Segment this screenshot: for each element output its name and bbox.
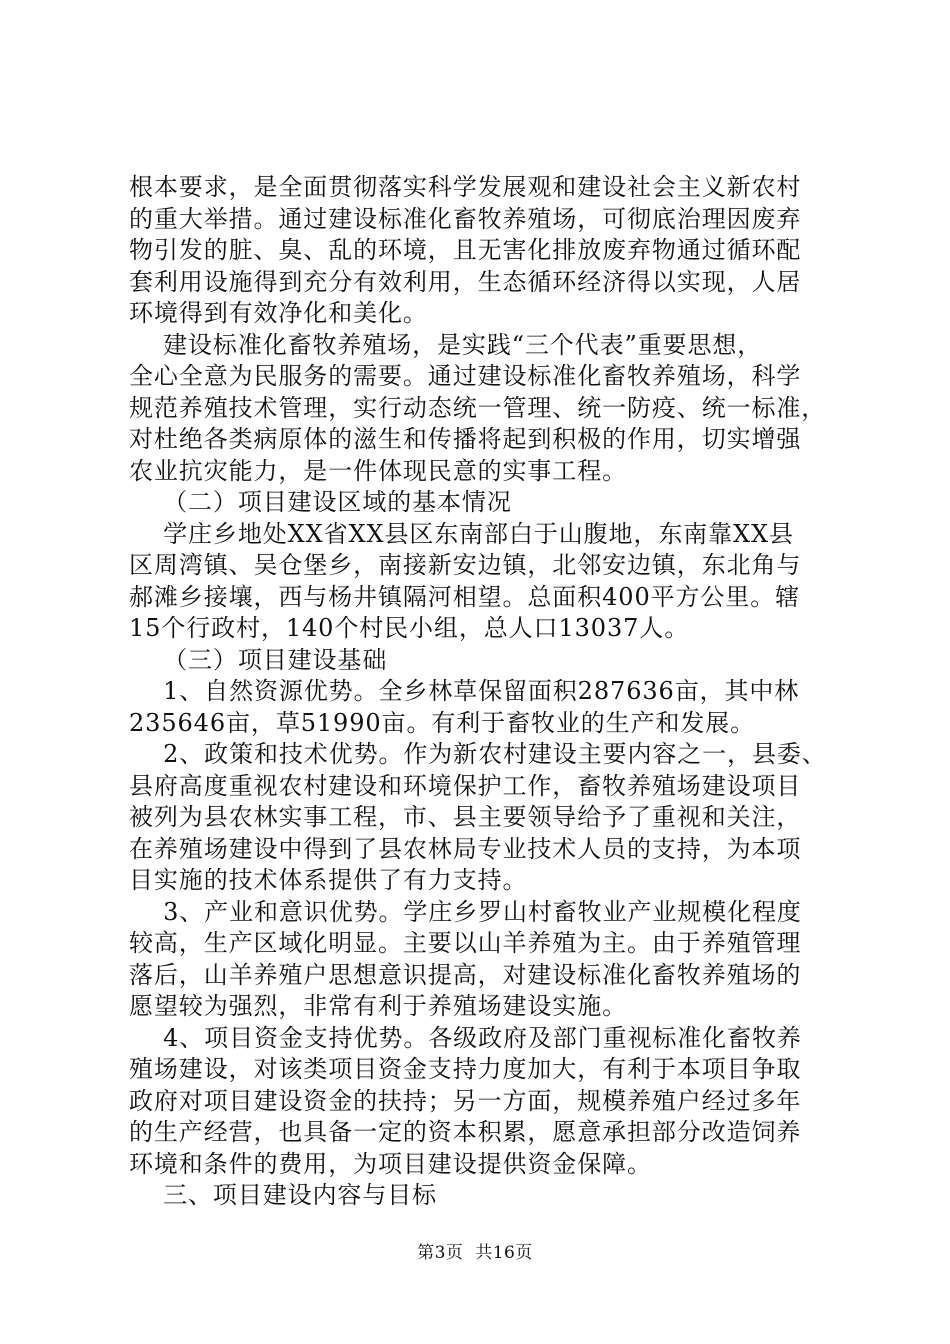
text-line: 15个行政村，140个村民小组，总人口13037人。 (129, 614, 690, 642)
text-line: 根本要求，是全面贯彻落实科学发展观和建设社会主义新农村 (129, 173, 802, 201)
text-line: 落后，山羊养殖户思想意识提高，对建设标准化畜牧养殖场的 (129, 960, 802, 989)
text-line: 农业抗灾能力，是一件体现民意的实事工程。 (129, 456, 627, 485)
text-line: 愿望较为强烈，非常有利于养殖场建设实施。 (129, 992, 627, 1020)
text-line: 区周湾镇、吴仓堡乡，南接新安边镇，北邻安边镇，东北角与 (129, 551, 802, 579)
text-line: 的生产经营，也具备一定的资本积累，愿意承担部分改造饲养 (129, 1118, 802, 1146)
text-line: 环境得到有效净化和美化。 (129, 299, 428, 327)
text-line: 学庄乡地处XX省XX县区东南部白于山腹地，东南靠XX县 (129, 519, 794, 548)
section-heading: （三）项目建设基础 (129, 645, 388, 674)
text-line: 规范养殖技术管理，实行动态统一管理、统一防疫、统一标准， (129, 393, 827, 422)
text-line: 县府高度重视农村建设和环境保护工作，畜牧养殖场建设项目 (129, 771, 802, 800)
text-line: 政府对项目建设资金的扶持；另一方面，规模养殖户经过多年 (129, 1086, 802, 1115)
text-line: 对杜绝各类病原体的滋生和传播将起到积极的作用，切实增强 (129, 425, 802, 453)
text-line: 被列为县农林实事工程，市、县主要领导给予了重视和关注， (129, 803, 802, 831)
text-line: 235646亩，草51990亩。有利于畜牧业的生产和发展。 (129, 708, 756, 737)
text-line: 殖场建设，对该类项目资金支持力度加大，有利于本项目争取 (129, 1055, 802, 1083)
text-line: 2、政策和技术优势。作为新农村建设主要内容之一，县委、 (129, 740, 827, 768)
text-line: 环境和条件的费用，为项目建设提供资金保障。 (129, 1149, 652, 1178)
text-line: 的重大举措。通过建设标准化畜牧养殖场，可彻底治理因废弃 (129, 204, 802, 233)
text-line: 3、产业和意识优势。学庄乡罗山村畜牧业产业规模化程度 (129, 897, 802, 926)
text-line: 目实施的技术体系提供了有力支持。 (129, 866, 528, 894)
section-heading: （二）项目建设区域的基本情况 (129, 488, 512, 516)
text-line: 物引发的脏、臭、乱的环境，且无害化排放废弃物通过循环配 (129, 236, 802, 264)
section-heading: 三、项目建设内容与目标 (129, 1181, 438, 1209)
text-line: 1、自然资源优势。全乡林草保留面积287636亩，其中林 (129, 677, 800, 705)
text-line: 在养殖场建设中得到了县农林局专业技术人员的支持，为本项 (129, 834, 802, 863)
page-footer: 第3页 共16页 (417, 1243, 533, 1263)
text-line: 4、项目资金支持优势。各级政府及部门重视标准化畜牧养 (129, 1023, 802, 1052)
body-text (129, 172, 829, 1212)
text-line: 郝滩乡接壤，西与杨井镇隔河相望。总面积400平方公里。辖 (129, 582, 801, 611)
text-line: 套利用设施得到充分有效利用，生态循环经济得以实现，人居 (129, 267, 802, 296)
text-line: 全心全意为民服务的需要。通过建设标准化畜牧养殖场，科学 (129, 362, 802, 390)
text-line: 建设标准化畜牧养殖场，是实践“三个代表”重要思想， (129, 330, 763, 359)
text-line: 较高，生产区域化明显。主要以山羊养殖为主。由于养殖管理 (129, 929, 802, 957)
